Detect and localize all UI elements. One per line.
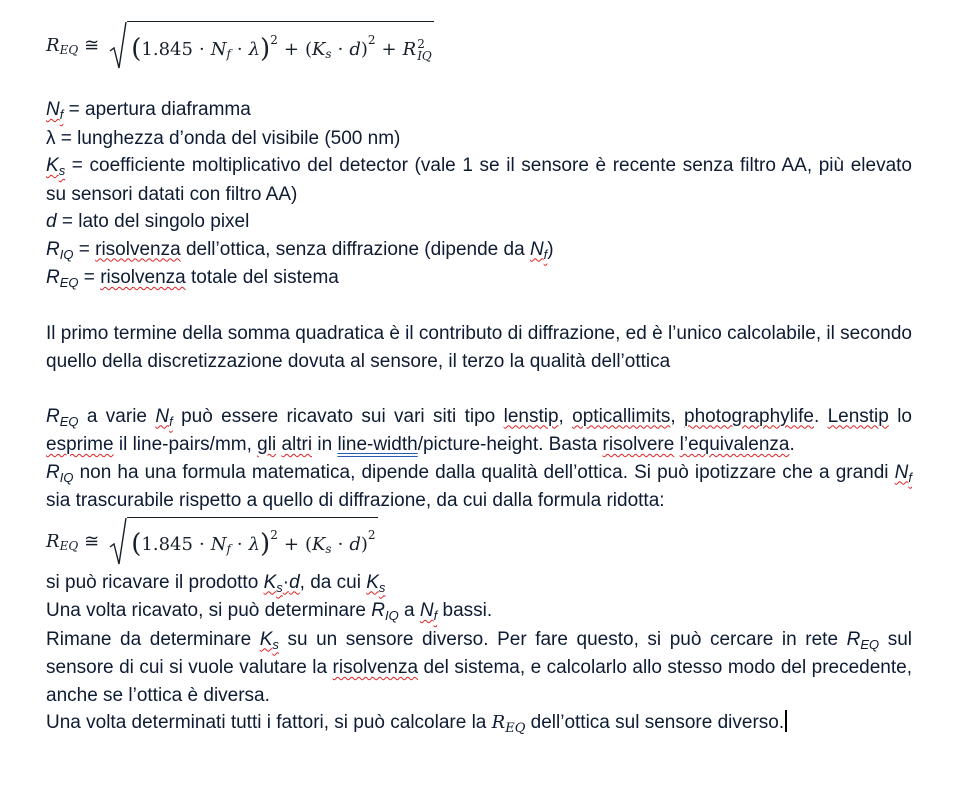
text-run: 2	[270, 32, 278, 47]
text-run: esprime	[46, 434, 114, 455]
text-run: ·	[337, 534, 344, 556]
text-run: a varie	[78, 405, 156, 427]
text-run: risolvenza	[100, 267, 186, 288]
text-run: ·	[236, 38, 243, 60]
text-run: N	[894, 461, 909, 483]
text-run: ·	[236, 534, 243, 556]
definition-riq	[46, 236, 912, 265]
text-run: R	[46, 267, 60, 288]
text-run: ≅	[84, 530, 100, 552]
text-run: )	[547, 238, 554, 260]
text-run: N	[419, 600, 434, 621]
square-root: ( 1.845 · N f · λ ) 2 + ( K s · d ) 2	[109, 517, 377, 567]
text-run: EQ	[860, 636, 880, 652]
text-run: 1.845	[141, 534, 193, 556]
text-run: =	[73, 238, 96, 260]
text-run: Rimane da determinare	[46, 628, 260, 650]
text-run: su un sensore diverso. Per fare questo, si può cercare in rete	[278, 628, 847, 650]
text-run: s	[325, 46, 332, 61]
text-run: si può ricavare il prodotto	[46, 571, 264, 593]
line-final	[46, 709, 912, 739]
text-run: f	[226, 46, 231, 61]
text-run: d	[349, 38, 361, 60]
definition-d	[46, 208, 912, 236]
text-run: .	[813, 405, 828, 427]
text-run: f	[433, 608, 438, 623]
formula-reduced	[46, 515, 912, 569]
text-run: ,	[670, 405, 684, 427]
text-run: non ha una formula matematica, dipende dalla qualità dell’ottica. Si può ipotizzare che a grandi	[73, 461, 895, 483]
text-run: N	[210, 38, 227, 60]
text-run: d	[349, 534, 361, 556]
text-run: 2	[417, 36, 425, 51]
text-run: dell’ottica sul sensore diverso.	[525, 712, 785, 733]
formula-full	[46, 20, 912, 72]
text-run: s	[58, 163, 66, 178]
text-run: opticallimits	[572, 405, 671, 427]
text-run: EQ	[59, 413, 79, 429]
text-run: =	[78, 267, 101, 288]
text-run: λ	[46, 127, 56, 149]
square-root: ( 1.845 · N f · λ ) 2 + ( K s · d ) 2 + R 2 IQ	[109, 21, 434, 71]
formula-operator: ≅	[84, 35, 100, 57]
text-run: /picture-height. Basta	[417, 434, 603, 455]
text-run: K	[259, 628, 273, 650]
text-run: s	[378, 579, 386, 595]
text-run: +	[283, 534, 299, 556]
text-run: = coefficiente moltiplicativo del detector (vale 1 se il sensore è recente senza filtro AA, più elevato su sensori datati con filtro AA)	[46, 155, 912, 205]
definition-lambda	[46, 125, 912, 153]
text-run: gli	[257, 434, 277, 455]
paragraph-diffraction: Il primo termine della somma quadratica è il contributo di diffrazione, ed è l’unico calcolabile, il secondo quello della discretizzazione dovuta al sensore, il terzo la qualità dell’ottica	[46, 323, 912, 372]
text-run: Una volta determinati tutti i fattori, si può calcolare la	[46, 712, 492, 733]
formula-coefficient: 1.845	[141, 38, 193, 60]
text-run: N	[210, 534, 227, 556]
text-run: f	[59, 107, 64, 122]
text-run: risolvere	[602, 434, 675, 455]
text-run: d	[46, 211, 57, 232]
formula-symbol: R	[46, 35, 60, 57]
text-run: bassi.	[437, 600, 493, 621]
text-run: K	[311, 38, 326, 60]
paragraph-sites	[46, 403, 912, 459]
text-run: K	[46, 155, 59, 176]
text-cursor	[785, 710, 787, 732]
text-run: 2	[367, 528, 376, 543]
text-run: altri	[281, 434, 313, 455]
text-run: line-width	[337, 434, 418, 455]
text-run: .	[789, 434, 795, 455]
text-run: d	[289, 571, 300, 593]
text-run: R	[846, 628, 861, 650]
text-run: R	[46, 238, 60, 260]
line-determine-riq	[46, 597, 912, 626]
text-run: può essere ricavato sui vari siti tipo	[172, 405, 504, 427]
text-run: IQ	[59, 469, 74, 485]
text-run: ·	[198, 534, 205, 556]
text-run: N	[155, 405, 170, 427]
definition-nf	[46, 96, 912, 125]
text-run: R	[371, 600, 386, 621]
text-run: risolvenza	[95, 238, 181, 260]
text-run: EQ	[59, 275, 79, 290]
text-run: 2	[270, 528, 278, 543]
text-run: f	[908, 469, 912, 485]
text-run: K	[263, 571, 277, 593]
text-run: N	[46, 99, 60, 120]
text-run: K	[366, 571, 379, 593]
definition-req	[46, 264, 912, 293]
text-run: +	[381, 38, 397, 60]
text-run: risolvenza	[332, 657, 419, 678]
text-run: lenstip	[503, 405, 559, 427]
text-run: ,	[558, 405, 573, 427]
text-run: R	[402, 38, 417, 60]
text-run: f	[543, 246, 548, 262]
text-run: f	[169, 413, 173, 429]
document-page[interactable]	[46, 20, 912, 739]
text-run: s	[276, 579, 283, 595]
text-run: R	[46, 405, 60, 427]
radical-sign-icon	[109, 21, 127, 71]
text-run: in	[312, 434, 338, 455]
text-run: R	[46, 461, 60, 483]
text-run: K	[311, 534, 326, 556]
text-run: EQ	[505, 721, 526, 736]
text-run: 2	[367, 32, 376, 47]
text-run: IQ	[59, 246, 74, 262]
text-run: ·	[282, 571, 290, 593]
text-run: λ	[248, 534, 261, 556]
text-run: s	[272, 636, 279, 652]
text-run: , da cui	[299, 571, 367, 593]
definition-ks	[46, 152, 912, 208]
text-run: IQ	[417, 48, 432, 63]
text-run: R	[46, 530, 60, 552]
text-run: f	[226, 542, 231, 557]
text-run: = apertura diaframma	[63, 99, 251, 120]
text-run: dell’ottica, senza diffrazione (dipende da	[180, 238, 530, 260]
text-run: totale del sistema	[185, 267, 339, 288]
text-run: sia trascurabile rispetto a quello di diffrazione, da cui dalla formula ridotta:	[46, 490, 665, 511]
text-run: l’equivalenza	[679, 434, 790, 455]
text-run: sul sensore di cui si vuole valutare la	[46, 628, 912, 678]
paragraph-other-sensor	[46, 626, 912, 710]
text-run: = lato del singolo pixel	[56, 211, 250, 232]
text-run: del sistema, e calcolarlo allo stesso modo del precedente, anche se l’ottica è diversa.	[46, 657, 912, 706]
text-run: ·	[337, 38, 344, 60]
text-run: s	[325, 542, 332, 557]
paragraph-riq	[46, 459, 912, 515]
text-run: photographylife	[684, 405, 814, 427]
formula-subscript: EQ	[59, 43, 79, 58]
text-run: R	[491, 712, 506, 733]
text-run: λ	[248, 38, 261, 60]
text-run: lo	[888, 405, 913, 427]
text-run: IQ	[385, 608, 399, 623]
text-run: Una volta ricavato, si può determinare	[46, 600, 372, 621]
text-run: ·	[198, 38, 205, 60]
line-product	[46, 569, 912, 598]
text-run: N	[529, 238, 544, 260]
text-run: a	[398, 600, 420, 621]
text-run: = lunghezza d’onda del visibile (500 nm)	[55, 127, 401, 149]
radical-sign-icon	[109, 517, 127, 567]
text-run: EQ	[59, 538, 79, 553]
text-run: Lenstip	[827, 405, 889, 427]
text-run: il line-pairs/mm,	[113, 434, 258, 455]
text-run: +	[283, 38, 299, 60]
